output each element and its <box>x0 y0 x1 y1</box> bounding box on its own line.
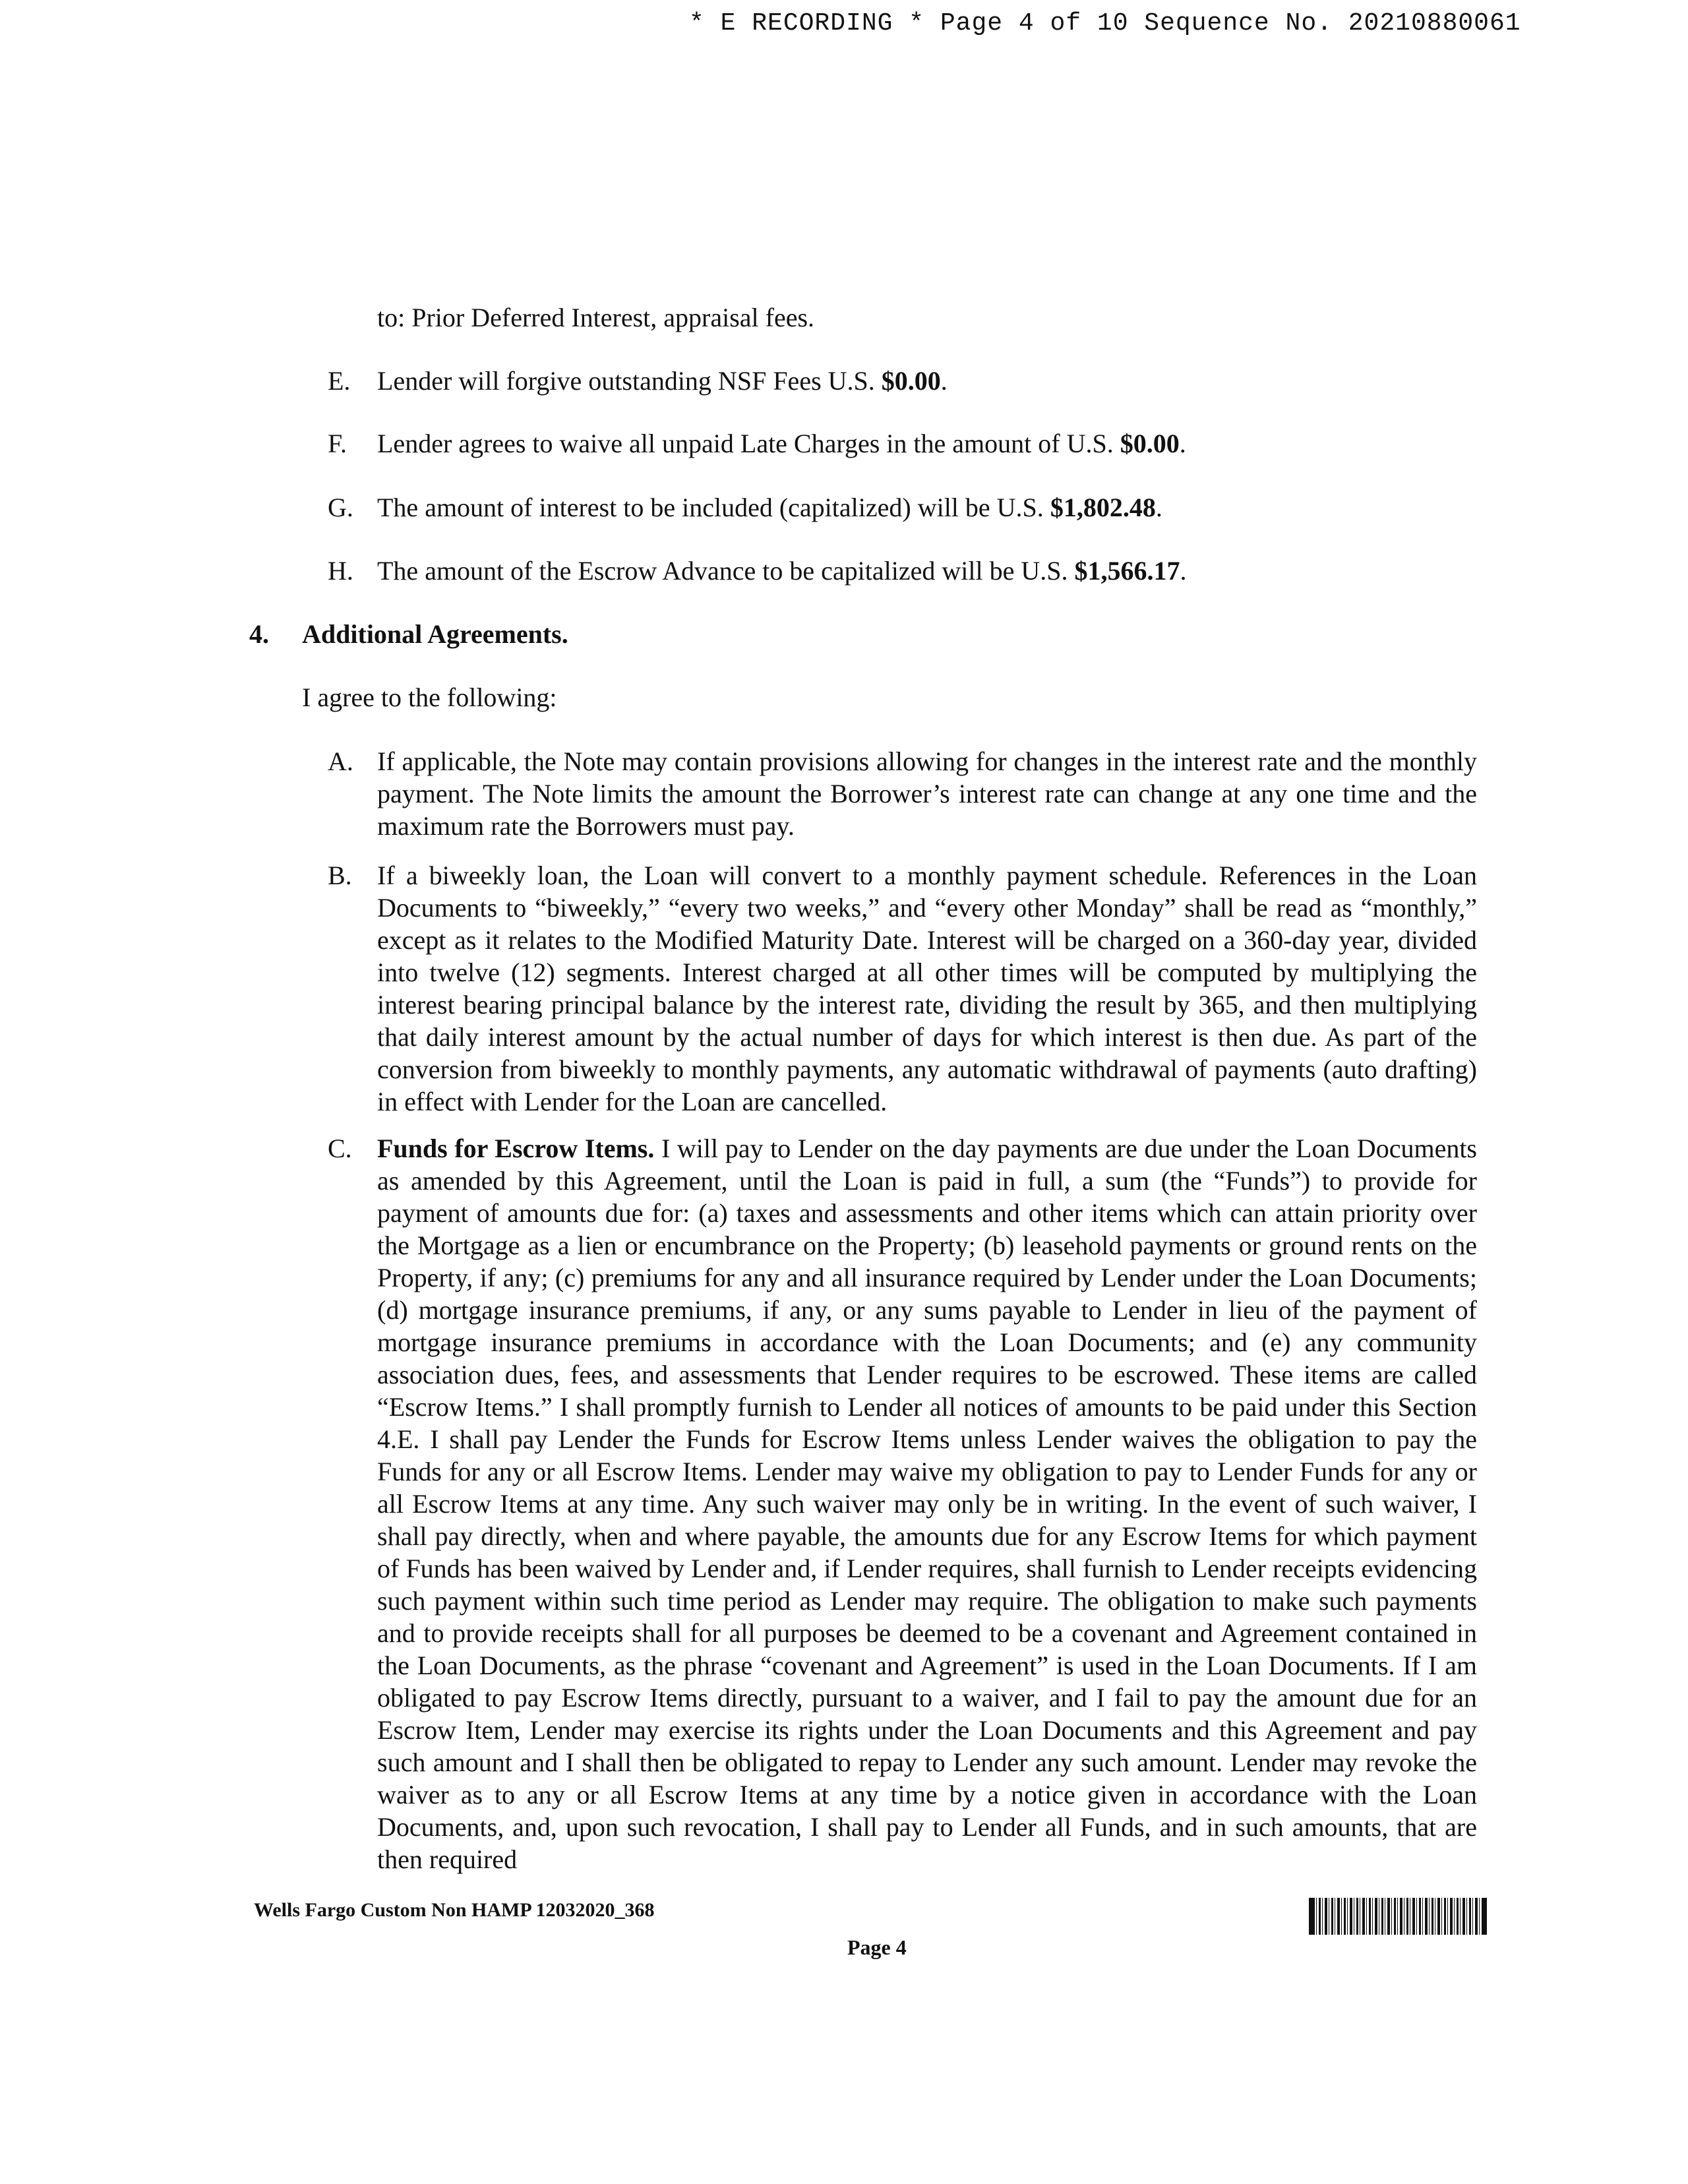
item-letter: E. <box>328 366 351 396</box>
section-title: Additional Agreements. <box>302 619 568 649</box>
barcode <box>1309 1898 1487 1935</box>
item-heading: Funds for Escrow Items. <box>377 1134 655 1163</box>
item-letter: F. <box>328 429 347 458</box>
item-amount: $0.00 <box>1120 429 1180 458</box>
continuation-line: to: Prior Deferred Interest, appraisal fees. <box>377 303 815 332</box>
item-paragraph: If applicable, the Note may contain provisions allowing for changes in the interest rate and the monthly payment. The Note limits the amount the Borrower’s interest rate can change at any one time and the maximum rate the Borrowers must pay. <box>377 746 1477 841</box>
item-amount: $1,566.17 <box>1074 556 1180 586</box>
item-text: Lender agrees to waive all unpaid Late Charges in the amount of U.S. $0.00. <box>377 429 1186 458</box>
item-letter: A. <box>328 746 353 776</box>
item-letter: C. <box>328 1134 352 1163</box>
item-amount: $1,802.48 <box>1050 493 1156 522</box>
item-paragraph: If a biweekly loan, the Loan will convert to a monthly payment schedule. References in the Loan Documents to “biweekly,” “every two weeks,” and “every other Monday” shall be read as “monthly,” except as it relates to the Modified Maturity Date. Interest will be charged on a 360-day year, divided into twelve (12) segments. Interest charged at all other times will be computed by multiplying the interest bearing principal balance by the interest rate, dividing the result by 365, and then multiplying that daily interest amount by the actual number of days for which interest is then due. As part of the conversion from biweekly to monthly payments, any automatic withdrawal of payments (auto drafting) in effect with Lender for the Loan are cancelled. <box>377 861 1477 1116</box>
item-paragraph <box>377 1132 1477 1875</box>
item-letter: B. <box>328 861 352 890</box>
recording-header: * E RECORDING * Page 4 of 10 Sequence No. 20210880061 <box>689 9 1521 38</box>
item-text: Lender will forgive outstanding NSF Fees U.S. $0.00. <box>377 366 948 396</box>
section-intro: I agree to the following: <box>302 682 557 712</box>
item-text: The amount of the Escrow Advance to be capitalized will be U.S. $1,566.17. <box>377 556 1187 586</box>
item-text: The amount of interest to be included (capitalized) will be U.S. $1,802.48. <box>377 493 1162 522</box>
page-number: Page 4 <box>847 1935 907 1959</box>
section-number: 4. <box>249 619 269 649</box>
item-letter: H. <box>328 556 353 586</box>
form-identifier: Wells Fargo Custom Non HAMP 12032020_368 <box>254 1899 655 1921</box>
item-letter: G. <box>328 493 353 522</box>
item-body: I will pay to Lender on the day payments are due under the Loan Documents as amended by this Agreement, until the Loan is paid in full, a sum (the “Funds”) to provide for payment of amounts due for: (a) taxes and assessments and other items which can attain priority over the Mortgage as a lien or encumbrance on the Property; (b) leasehold payments or ground rents on the Property, if any; (c) premiums for any and all insurance required by Lender under the Loan Documents; (d) mortgage insurance premiums, if any, or any sums payable to Lender in lieu of the payment of mortgage insurance premiums in accordance with the Loan Documents; and (e) any community association dues, fees, and assessments that Lender requires to be escrowed. These items are called “Escrow Items.” I shall promptly furnish to Lender all notices of amounts to be paid under this Section 4.E. I shall pay Lender the Funds for Escrow Items unless Lender waives the obligation to pay the Funds for any or all Escrow Items. Lender may waive my obligation to pay to Lender Funds for any or all Escrow Items at any time. Any such waiver may only be in writing. In the event of such waiver, I shall pay directly, when and where payable, the amounts due for any Escrow Items for which payment of Funds has been waived by Lender and, if Lender requires, shall furnish to Lender receipts evidencing such payment within such time period as Lender may require. The obligation to make such payments and to provide receipts shall for all purposes be deemed to be a covenant and Agreement contained in the Loan Documents, as the phrase “covenant and Agreement” is used in the Loan Documents. If I am obligated to pay Escrow Items directly, pursuant to a waiver, and I fail to pay the amount due for an Escrow Item, Lender may exercise its rights under the Loan Documents and this Agreement and pay such amount and I shall then be obligated to repay to Lender any such amount. Lender may revoke the waiver as to any or all Escrow Items at any time by a notice given in accordance with the Loan Documents, and, upon such revocation, I shall pay to Lender all Funds, and in such amounts, that are then required <box>377 1134 1477 1874</box>
item-amount: $0.00 <box>881 366 941 396</box>
